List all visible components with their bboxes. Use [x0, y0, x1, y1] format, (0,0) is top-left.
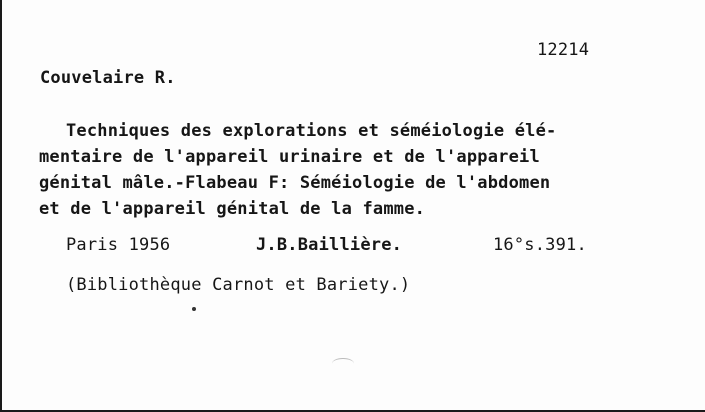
card-number: 12214 [537, 40, 590, 60]
description-line-2: mentaire de l'appareil urinaire et de l'appareil [39, 147, 540, 167]
author: Couvelaire R. [40, 68, 176, 88]
description-line-3: génital mâle.-Flabeau F: Séméiologie de l'abdomen [39, 173, 551, 193]
description-line-4: et de l'appareil génital de la famme. [39, 199, 426, 219]
description-line-1: Techniques des explorations et séméiologie élé- [66, 121, 557, 141]
pencil-smudge [332, 358, 354, 369]
imprint-place-date: Paris 1956 [66, 235, 171, 255]
imprint-collation: 16°s.391. [493, 235, 587, 255]
imprint-publisher: J.B.Baillière. [256, 235, 403, 255]
ink-speck [192, 307, 196, 311]
provenance-note: (Bibliothèque Carnot et Bariety.) [66, 275, 411, 295]
